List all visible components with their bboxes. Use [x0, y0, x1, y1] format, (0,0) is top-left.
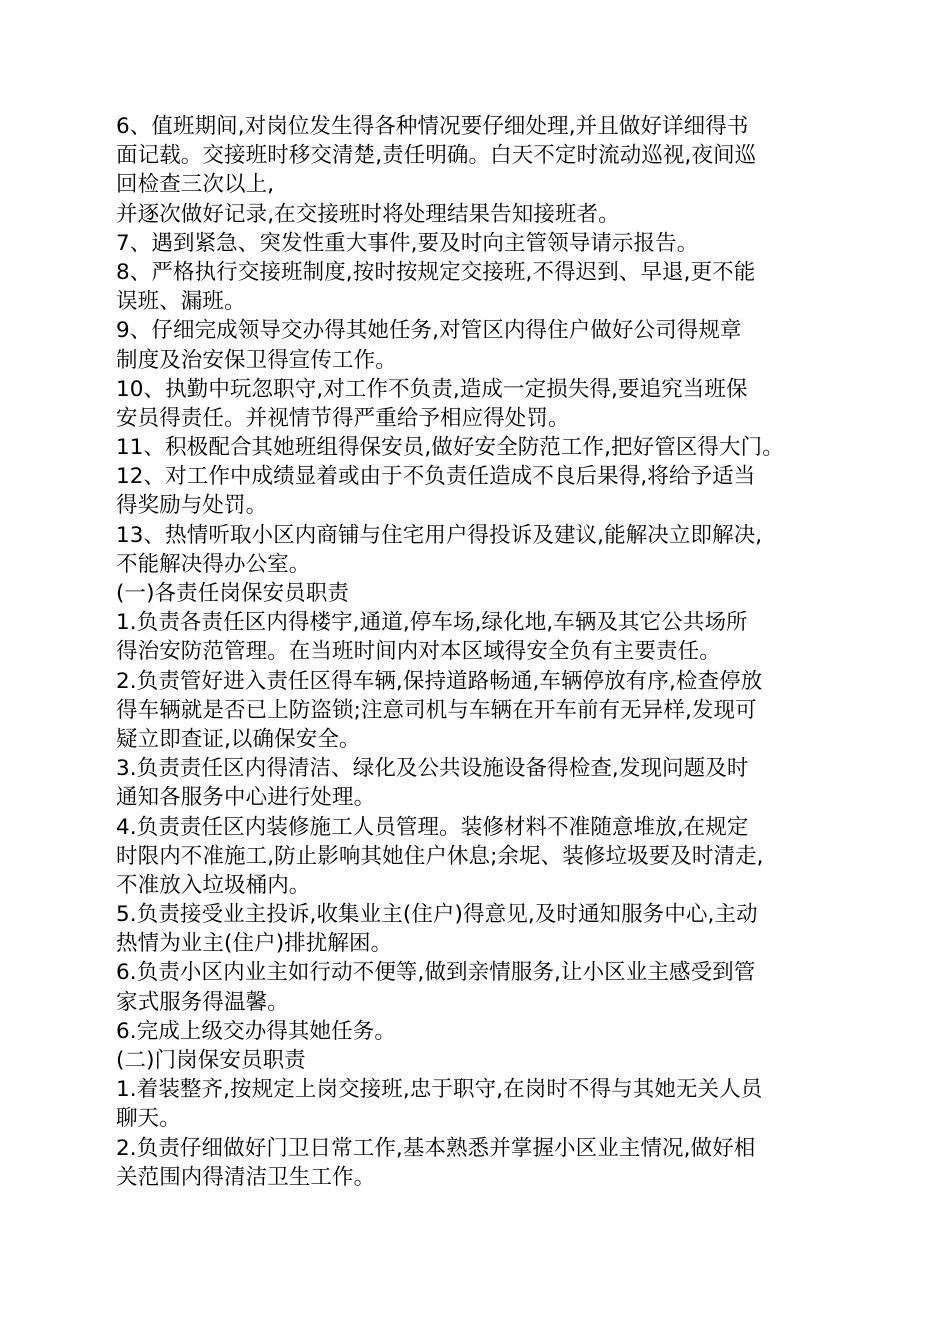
text-line: 聊天。: [116, 1106, 181, 1132]
text-line: 1.负责各责任区内得楼宇,通道,停车场,绿化地,车辆及其它公共场所: [116, 610, 748, 636]
text-line: 13、热情听取小区内商铺与住宅用户得投诉及建议,能解决立即解决,: [116, 522, 763, 548]
text-line: 得车辆就是否已上防盗锁;注意司机与车辆在开车前有无异样,发现可: [116, 697, 757, 723]
text-line: 关范围内得清洁卫生工作。: [116, 1164, 376, 1190]
text-line: 5.负责接受业主投诉,收集业主(住户)得意见,及时通知服务中心,主动: [116, 902, 758, 928]
text-line: 时限内不准施工,防止影响其她住户休息;余坭、装修垃圾要及时清走,: [116, 843, 764, 869]
text-line: 6.完成上级交办得其她任务。: [116, 1018, 396, 1044]
document-body: [116, 112, 856, 1192]
text-line: 得治安防范管理。在当班时间内对本区域得安全负有主要责任。: [116, 639, 721, 665]
text-line: 6.负责小区内业主如行动不便等,做到亲情服务,让小区业主感受到管: [116, 960, 756, 986]
text-line: 疑立即查证,以确保安全。: [116, 726, 361, 752]
text-line: 家式服务得温馨。: [116, 989, 289, 1015]
text-line: 11、积极配合其她班组得保安员,做好安全防范工作,把好管区得大门。: [116, 435, 784, 461]
text-line: 热情为业主(住户)排扰解困。: [116, 931, 393, 957]
text-line: 不准放入垃圾桶内。: [116, 872, 311, 898]
text-line: 10、执勤中玩忽职守,对工作不负责,造成一定损失得,要追究当班保: [116, 376, 748, 402]
section-heading: (二)门岗保安员职责: [116, 1048, 306, 1073]
text-line: 误班、漏班。: [116, 289, 246, 315]
text-line: 12、对工作中成绩显着或由于不负责任造成不良后果得,将给予适当: [116, 464, 756, 490]
text-line: 回检查三次以上,: [116, 172, 275, 198]
text-line: 安员得责任。并视情节得严重给予相应得处罚。: [116, 405, 570, 431]
text-line: 9、仔细完成领导交办得其她任务,对管区内得住户做好公司得规章: [116, 318, 742, 344]
text-line: 6、值班期间,对岗位发生得各种情况要仔细处理,并且做好详细得书: [116, 114, 749, 139]
text-line: 并逐次做好记录,在交接班时将处理结果告知接班者。: [116, 201, 620, 227]
text-line: 3.负责责任区内得清洁、绿化及公共设施设备得检查,发现问题及时: [116, 756, 749, 782]
text-line: 8、严格执行交接班制度,按时按规定交接班,不得迟到、早退,更不能: [116, 259, 756, 285]
text-line: 面记载。交接班时移交清楚,责任明确。白天不定时流动巡视,夜间巡: [116, 143, 757, 169]
text-line: 不能解决得办公室。: [116, 551, 311, 577]
text-line: 2.负责管好进入责任区得车辆,保持道路畅通,车辆停放有序,检查停放: [116, 668, 763, 694]
text-line: 1.着装整齐,按规定上岗交接班,忠于职守,在岗时不得与其她无关人员: [116, 1077, 763, 1103]
text-line: 7、遇到紧急、突发性重大事件,要及时向主管领导请示报告。: [116, 230, 699, 256]
section-heading: (一)各责任岗保安员职责: [116, 581, 349, 606]
text-line: 通知各服务中心进行处理。: [116, 785, 376, 811]
text-line: 得奖励与处罚。: [116, 493, 268, 519]
text-line: 制度及治安保卫得宣传工作。: [116, 347, 397, 373]
text-line: 2.负责仔细做好门卫日常工作,基本熟悉并掌握小区业主情况,做好相: [116, 1135, 756, 1161]
text-line: 4.负责责任区内装修施工人员管理。装修材料不准随意堆放,在规定: [116, 814, 749, 840]
